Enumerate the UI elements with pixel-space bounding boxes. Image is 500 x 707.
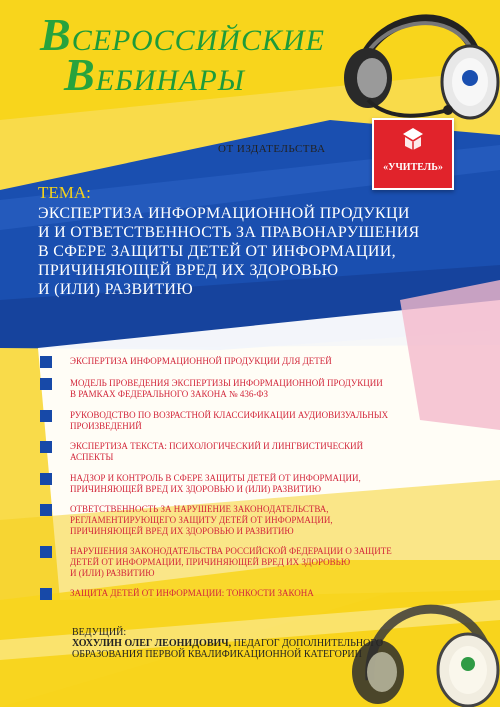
item-text: НАДЗОР И КОНТРОЛЬ В СФЕРЕ ЗАЩИТЫ ДЕТЕЙ ОТ ИНФОРМАЦИИ, bbox=[70, 473, 361, 483]
item-text: РЕГЛАМЕНТИРУЮЩЕГО ЗАЩИТУ ДЕТЕЙ ОТ ИНФОРМАЦИИ, bbox=[70, 515, 333, 525]
item-text: МОДЕЛЬ ПРОВЕДЕНИЯ ЭКСПЕРТИЗЫ ИНФОРМАЦИОННОЙ ПРОДУКЦИИ bbox=[70, 378, 383, 388]
item-text: ЭКСПЕРТИЗА ТЕКСТА: ПСИХОЛОГИЧЕСКИЙ И ЛИНГВИСТИЧЕСКИЙ bbox=[70, 441, 364, 451]
topic-line: ПРИЧИНЯЮЩЕЙ ВРЕД ИХ ЗДОРОВЬЮ bbox=[38, 262, 339, 279]
item-text: ОТВЕТСТВЕННОСТЬ ЗА НАРУШЕНИЕ ЗАКОНОДАТЕЛЬСТВА, bbox=[70, 504, 329, 514]
host-line-1 bbox=[72, 638, 402, 649]
host-info bbox=[72, 627, 402, 660]
topic-title bbox=[38, 204, 478, 299]
item-text: ПРИЧИНЯЮЩЕЙ ВРЕД ИХ ЗДОРОВЬЮ И (ИЛИ) РАЗВИТИЮ bbox=[70, 484, 321, 494]
list-item bbox=[40, 378, 470, 400]
square-bullet-icon bbox=[40, 378, 52, 390]
host-description-2: ОБРАЗОВАНИЯ ПЕРВОЙ КВАЛИФИКАЦИОННОЙ КАТЕГОРИИ bbox=[72, 649, 362, 660]
item-text: НАРУШЕНИЯ ЗАКОНОДАТЕЛЬСТВА РОССИЙСКОЙ ФЕДЕРАЦИИ О ЗАЩИТЕ bbox=[70, 546, 392, 556]
square-bullet-icon bbox=[40, 441, 52, 453]
topic-label: ТЕМА: bbox=[38, 183, 91, 202]
item-text: ЗАЩИТА ДЕТЕЙ ОТ ИНФОРМАЦИИ: ТОНКОСТИ ЗАКОНА bbox=[70, 588, 314, 598]
square-bullet-icon bbox=[40, 588, 52, 600]
headphones-top-icon bbox=[338, 0, 500, 128]
item-text: И (ИЛИ) РАЗВИТИЮ bbox=[70, 568, 155, 578]
brand-title bbox=[40, 9, 325, 100]
square-bullet-icon bbox=[40, 546, 52, 558]
book-emblem-icon bbox=[401, 126, 425, 152]
topic-line: ЭКСПЕРТИЗА ИНФОРМАЦИОННОЙ ПРОДУКЦИ bbox=[38, 205, 410, 222]
brand-rest-1: СЕРОССИЙСКИЕ bbox=[71, 24, 325, 57]
list-item bbox=[40, 441, 470, 463]
square-bullet-icon bbox=[40, 473, 52, 485]
host-description-1: ПЕДАГОГ ДОПОЛНИТЕЛЬНОГО bbox=[231, 638, 384, 649]
item-text: ПРОИЗВЕДЕНИЙ bbox=[70, 421, 142, 431]
item-text: ДЕТЕЙ ОТ ИНФОРМАЦИИ, ПРИЧИНЯЮЩЕЙ ВРЕД ИХ ЗДОРОВЬЮ bbox=[70, 557, 351, 567]
publisher-label: ОТ ИЗДАТЕЛЬСТВА bbox=[218, 143, 326, 155]
item-text: РУКОВОДСТВО ПО ВОЗРАСТНОЙ КЛАССИФИКАЦИИ АУДИОВИЗУАЛЬНЫХ bbox=[70, 410, 389, 420]
item-text: ПРИЧИНЯЮЩЕЙ ВРЕД ИХ ЗДОРОВЬЮ И РАЗВИТИЮ bbox=[70, 526, 294, 536]
brand-initial-2: В bbox=[64, 49, 96, 100]
host-name: ХОХУЛИН ОЛЕГ ЛЕОНИДОВИЧ, bbox=[72, 638, 232, 649]
host-label: ВЕДУЩИЙ: bbox=[72, 627, 127, 638]
list-item bbox=[40, 473, 470, 495]
brand-rest-2: ЕБИНАРЫ bbox=[95, 64, 245, 97]
item-text: ЭКСПЕРТИЗА ИНФОРМАЦИОННОЙ ПРОДУКЦИИ ДЛЯ ДЕТЕЙ bbox=[70, 356, 332, 366]
topic-line: И И ОТВЕТСТВЕННОСТЬ ЗА ПРАВОНАРУШЕНИЯ bbox=[38, 224, 420, 241]
brand-line-2 bbox=[64, 49, 325, 100]
item-text: АСПЕКТЫ bbox=[70, 452, 114, 462]
square-bullet-icon bbox=[40, 356, 52, 368]
brand-initial-1: В bbox=[40, 9, 72, 60]
square-bullet-icon bbox=[40, 504, 52, 516]
square-bullet-icon bbox=[40, 410, 52, 422]
uchitel-logo bbox=[372, 118, 454, 190]
list-item bbox=[40, 504, 470, 537]
topic-line: В СФЕРЕ ЗАЩИТЫ ДЕТЕЙ ОТ ИНФОРМАЦИИ, bbox=[38, 243, 396, 260]
logo-text: «УЧИТЕЛЬ» bbox=[383, 162, 443, 173]
list-item bbox=[40, 410, 470, 432]
list-item bbox=[40, 356, 470, 367]
topic-line: И (ИЛИ) РАЗВИТИЮ bbox=[38, 281, 193, 298]
item-text: В РАМКАХ ФЕДЕРАЛЬНОГО ЗАКОНА № 436-ФЗ bbox=[70, 389, 268, 399]
